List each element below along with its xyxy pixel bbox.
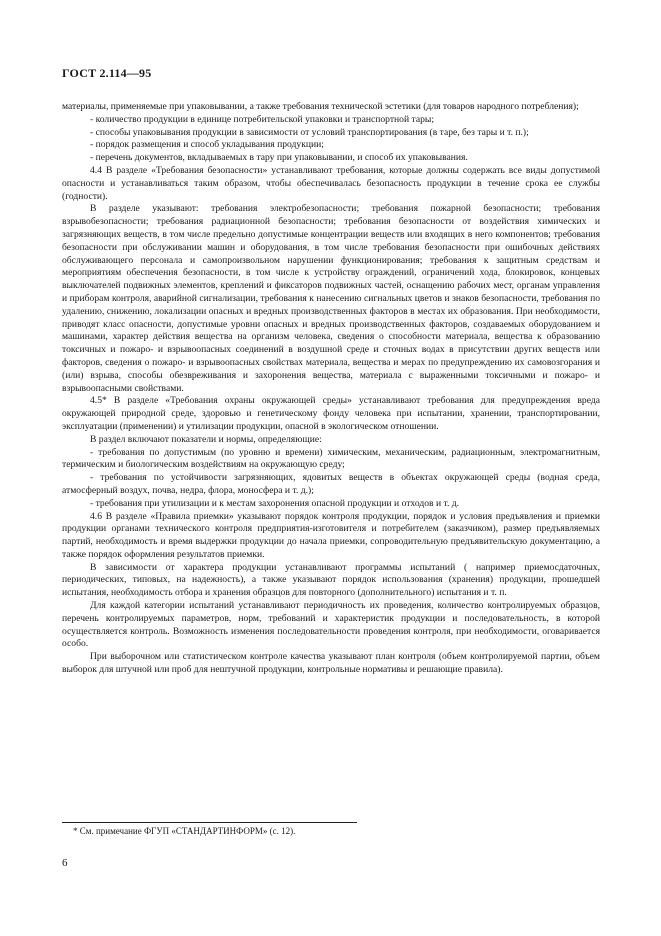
paragraph: Для каждой категории испытаний устанавливают периодичность их проведения, количество контролируемых образцов, перечень контролируемых параметров, норм, требований и характеристик продукции и последовательность, в которой осуществляется контроль. Возможность изменения последовательности проведения контроля, при необходимости, оговаривается особо. — [62, 600, 600, 650]
paragraph: - требования по устойчивости загрязняющих, ядовитых веществ в объектах окружающей среды (водная среда, атмосферный воздух, почва, недра, флора, моносфера и т. д.); — [62, 472, 600, 496]
paragraph: В разделе указывают: требования электробезопасности; требования пожарной безопасности; требования взрывобезопасности; требования радиационной безопасности; требования безопасности от воздействия химических и загрязняющих веществ, в том числе предельно допустимые концентрации веществ или входящих в него компонентов; требования безопасности при обслуживании машин и оборудования, в том числе требования безопасности при ошибочных действиях обслуживающего персонала и самопроизвольном нарушении функционирования; требования к защитным средствам и мероприятиям обеспечения безопасности, в том числе к устройству ограждений, ограничений хода, блокировок, концевых выключателей подвижных элементов, креплений и фиксаторов подвижных частей, оснащению рабочих мест, органам управления и приборам контроля, аварийной сигнализации, требования к нанесению сигнальных цветов и знаков безопасности, требования по удалению, снижению, локализации опасных и вредных производственных факторов в местах их образования. При необходимости, приводят класс опасности, допустимые уровни опасных и вредных производственных факторов, создаваемых оборудованием и машинами, характер действия вещества на организм человека, сведения о способности материала, вещества к образованию токсичных и пожаро- и взрывоопасных соединений в воздушной среде и сточных водах в присутствии других веществ или факторов, сведения о пожаро- и взрывоопасных свойствах материала, вещества и мерах по предупреждению их самовозгорания и (или) взрыва, способы обезвреживания и захоронения вещества, материала с выраженными токсичными и пожаро- и взрывоопасными свойствами. — [62, 203, 600, 394]
paragraph: В зависимости от характера продукции устанавливают программы испытаний ( например приемосдаточных, периодических, типовых, на надежность), а также указывают порядок использования (хранения) продукции, прошедшей испытания, необходимость отбора и хранения образцов для повторного (дополнительного) испытания и т. п. — [62, 561, 600, 599]
footnote-divider — [62, 822, 357, 823]
paragraph: - перечень документов, вкладываемых в тару при упаковывании, и способ их упаковывания. — [90, 152, 468, 164]
paragraph: - количество продукции в единице потребительской упаковки и транспортной тары; — [90, 113, 434, 125]
paragraph: материалы, применяемые при упаковывании, а также требования технической эстетики (для товаров народного потребления); — [62, 101, 579, 112]
paragraph: - порядок размещения и способ укладывания продукции; — [90, 139, 324, 151]
paragraph: - способы упаковывания продукции в зависимости от условий транспортирования (в таре, без тары и т. п.); — [90, 126, 529, 138]
paragraph: При выборочном или статистическом контроле качества указывают план контроля (объем контролируемой партии, объем выборок для штучной или проб для нештучной продукции, контрольные нормативы и решающие правила). — [62, 651, 600, 676]
document-header: ГОСТ 2.114—95 — [62, 66, 152, 80]
paragraph: 4.6 В разделе «Правила приемки» указывают порядок контроля продукции, порядок и условия предъявления и приемки продукции органами технического контроля предприятия-изготовителя и потребителем (заказчиком), размер предъявляемых партий, необходимость и время выдержки продукции до начала приемки, сопроводительную предъявительскую документацию, а также порядок оформления результатов приемки. — [62, 510, 600, 560]
paragraph: В раздел включают показатели и нормы, определяющие: — [90, 433, 322, 445]
document-body — [62, 101, 600, 677]
paragraph: - требования при утилизации и к местам захоронения опасной продукции и отходов и т. д. — [90, 497, 460, 509]
page-number: 6 — [62, 857, 68, 869]
paragraph: - требования по допустимым (по уровню и времени) химическим, механическим, радиационным, электромагнитным, термическим и биологическим воздействиям на окружающую среду; — [62, 446, 600, 471]
footnote: * См. примечание ФГУП «СТАНДАРТИНФОРМ» (с. 12). — [73, 826, 296, 836]
paragraph: 4.5* В разделе «Требования охраны окружающей среды» устанавливают требования для предупреждения вреда окружающей природной среде, здоровью и генетическому фонду человека при испытании, хранении, транспортировании, эксплуатации (применении) и утилизации продукции, опасной в экологическом отношении. — [62, 395, 600, 432]
paragraph: 4.4 В разделе «Требования безопасности» устанавливают требования, которые должны содержать все виды допустимой опасности и устанавливаться таким образом, чтобы обеспечивалась безопасность продукции в течение срока ее службы (годности). — [62, 164, 600, 202]
